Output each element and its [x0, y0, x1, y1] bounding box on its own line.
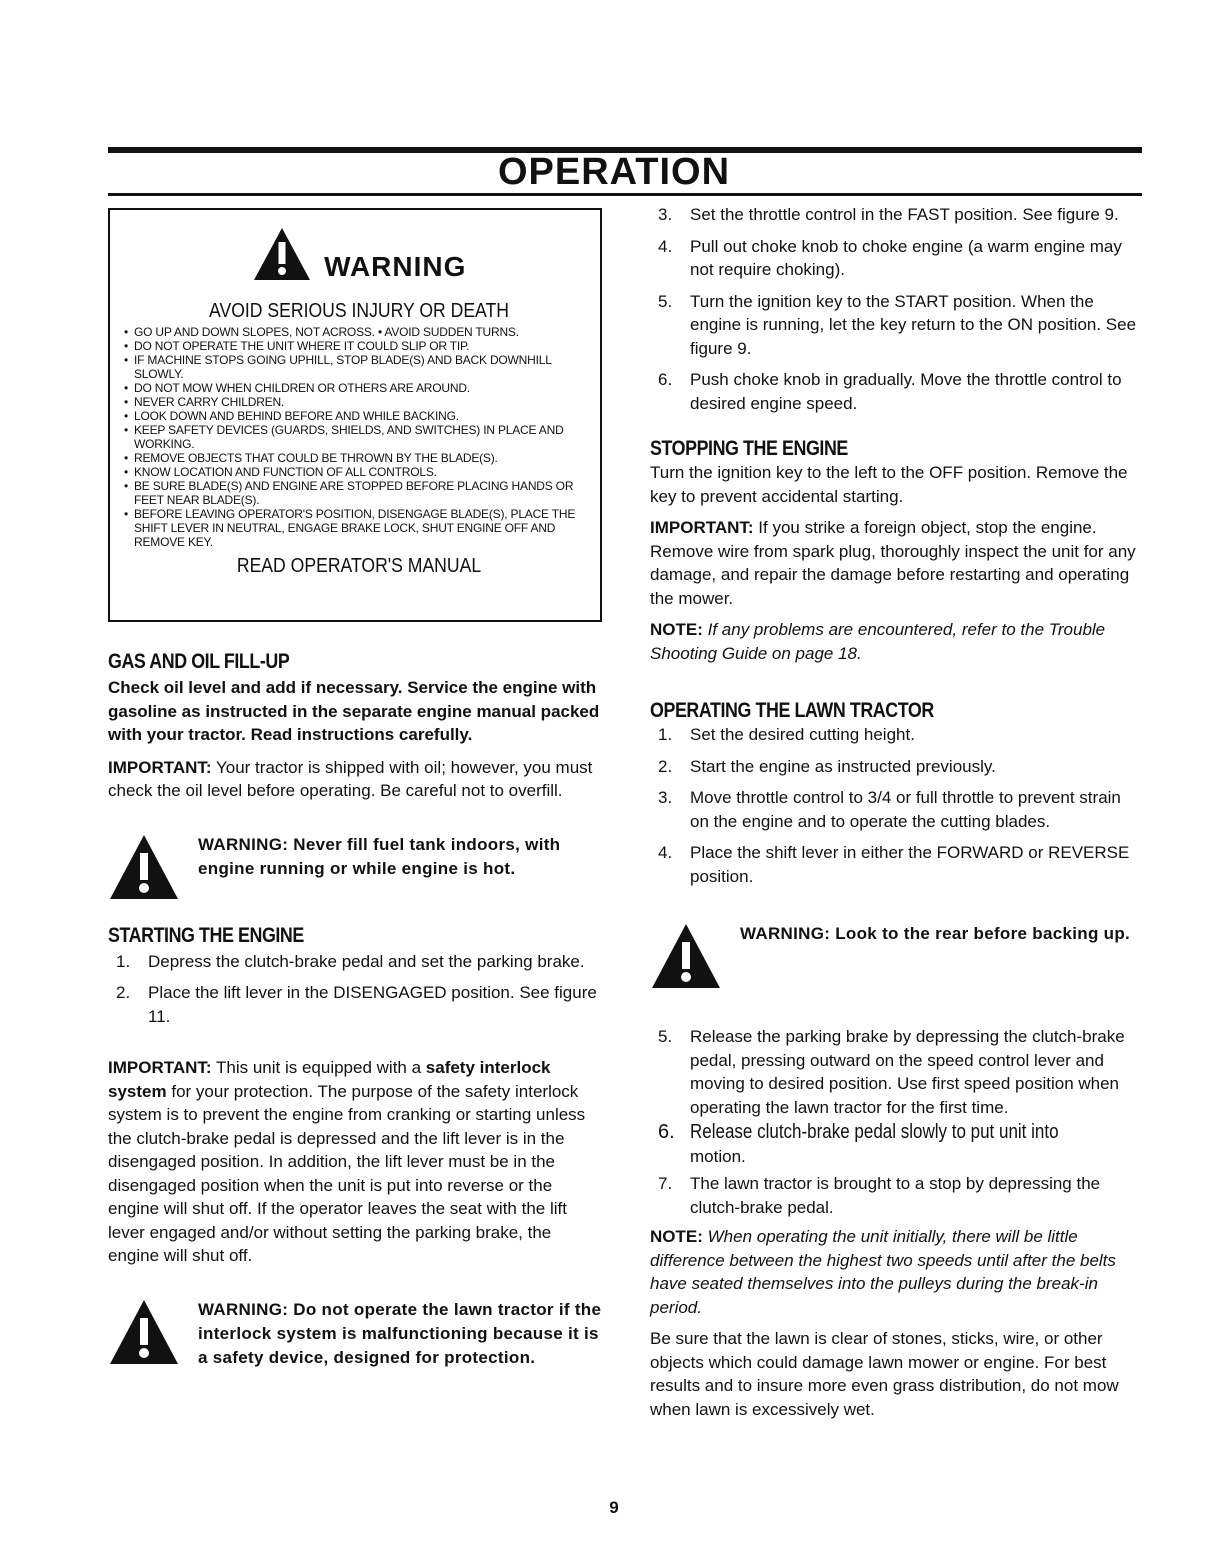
- important-label: IMPORTANT:: [108, 757, 212, 777]
- warning-triangle-icon: [650, 922, 722, 990]
- right-column: [650, 203, 1144, 1421]
- page-title: OPERATION: [497, 151, 731, 193]
- interlock-important: IMPORTANT: This unit is equipped with a safety interlock system for your protection. The purpose of the safety interlock system is to prevent the engine from cranking or starting unless the clutch-brake pedal is depressed and the lift lever is in the disengaged position. In addition, the lift lever must be in the disengaged position when the unit is put into reverse or the engine will shut off. If the operator leaves the seat with the lift lever engaged and/or without setting the parking brake, the engine will shut off.: [108, 1058, 586, 1265]
- operating-note: NOTE: When operating the unit initially, there will be little difference between the highest two speeds until after the belts have seated themselves into the pulleys during the break-in period.: [650, 1227, 1116, 1317]
- list-item: 2. Start the engine as instructed previously.: [658, 756, 996, 776]
- warning-box-list: [124, 325, 594, 549]
- list-item: 3. Set the throttle control in the FAST position. See figure 9.: [658, 205, 1119, 224]
- gas-oil-intro: Check oil level and add if necessary. Service the engine with gasoline as instructed in the separate engine manual packed with your tractor. Read instructions carefully.: [108, 678, 600, 744]
- page-number: 9: [609, 1498, 619, 1517]
- warning-box-header: [124, 226, 594, 290]
- gas-oil-important-text: Your tractor is shipped with oil; however, you must check the oil level before operating. Be careful not to overfill.: [108, 757, 593, 800]
- interlock-warning: [108, 1298, 602, 1371]
- list-item: 1. Set the desired cutting height.: [658, 725, 915, 744]
- list-item: 2. Place the lift lever in the DISENGAGED position. See figure 11.: [116, 983, 597, 1026]
- fuel-warning: [108, 833, 602, 906]
- list-item: 5. Turn the ignition key to the START position. When the engine is running, let the key return to the ON position. See figure 9.: [658, 291, 1137, 358]
- operating-steps-continued: [650, 1025, 1144, 1219]
- list-item: 1. Depress the clutch-brake pedal and set the parking brake.: [116, 951, 585, 971]
- backing-warning-text: WARNING: Look to the rear before backing up.: [740, 924, 1131, 943]
- section-heading-starting: STARTING THE ENGINE: [108, 923, 304, 947]
- starting-steps-continued: [650, 203, 1144, 415]
- warning-item: • BE SURE BLADE(S) AND ENGINE ARE STOPPED BEFORE PLACING HANDS OR FEET NEAR BLADE(S).: [124, 479, 594, 507]
- warning-triangle-icon: [108, 1298, 180, 1366]
- warning-box-subheading: AVOID SERIOUS INJURY OR DEATH: [209, 300, 509, 322]
- list-item: 7. The lawn tractor is brought to a stop by depressing the clutch-brake pedal.: [658, 1174, 1101, 1217]
- warning-triangle-icon: [108, 833, 180, 901]
- section-heading-gas-oil: GAS AND OIL FILL-UP: [108, 650, 290, 673]
- warning-item: • DO NOT MOW WHEN CHILDREN OR OTHERS ARE AROUND.: [124, 381, 594, 395]
- safety-warning-box: [108, 208, 602, 622]
- warning-item: • KEEP SAFETY DEVICES (GUARDS, SHIELDS, AND SWITCHES) IN PLACE AND WORKING.: [124, 423, 594, 451]
- warning-item: • REMOVE OBJECTS THAT COULD BE THROWN BY THE BLADE(S).: [124, 451, 594, 465]
- list-item: 6. Push choke knob in gradually. Move the throttle control to desired engine speed.: [658, 370, 1122, 413]
- section-heading-stopping: STOPPING THE ENGINE: [650, 437, 848, 460]
- stopping-text: Turn the ignition key to the left to the OFF position. Remove the key to prevent accidental starting.: [650, 463, 1128, 506]
- list-item: 4. Pull out choke knob to choke engine (a warm engine may not require choking).: [658, 236, 1122, 279]
- warning-box-footer: READ OPERATOR'S MANUAL: [236, 555, 482, 577]
- warning-item: • NEVER CARRY CHILDREN.: [124, 395, 594, 409]
- list-item: 4. Place the shift lever in either the FORWARD or REVERSE position.: [658, 843, 1130, 886]
- list-item: 3. Move throttle control to 3/4 or full throttle to prevent strain on the engine and to operate the cutting blades.: [658, 788, 1121, 831]
- operating-closing: Be sure that the lawn is clear of stones, sticks, wire, or other objects which could damage lawn mower or engine. For best results and to insure more even grass distribution, do not mow when lawn is excessively wet.: [650, 1329, 1119, 1419]
- stopping-note: NOTE: If any problems are encountered, refer to the Trouble Shooting Guide on page 18.: [650, 620, 1106, 663]
- backing-warning: [650, 922, 1144, 995]
- interlock-warning-text: WARNING: Do not operate the lawn tractor if the interlock system is malfunctioning because it is a safety device, designed for protection.: [198, 1299, 602, 1367]
- section-heading-operating: OPERATING THE LAWN TRACTOR: [650, 699, 934, 722]
- starting-steps-list: [108, 950, 602, 1029]
- warning-item: • GO UP AND DOWN SLOPES, NOT ACROSS. • AVOID SUDDEN TURNS.: [124, 325, 594, 339]
- warning-item: • IF MACHINE STOPS GOING UPHILL, STOP BLADE(S) AND BACK DOWNHILL SLOWLY.: [124, 353, 594, 381]
- list-item: 5. Release the parking brake by depressing the clutch-brake pedal, pressing outward on the speed control lever and moving to desired position. Use first speed position when operating the lawn tractor for the first time.: [658, 1027, 1125, 1117]
- warning-box-heading: WARNING: [324, 251, 467, 282]
- list-item: 6. Release clutch-brake pedal slowly to put unit into motion.: [658, 1121, 1059, 1166]
- left-column: [108, 208, 602, 1371]
- warning-item: • DO NOT OPERATE THE UNIT WHERE IT COULD SLIP OR TIP.: [124, 339, 594, 353]
- fuel-warning-text: WARNING: Never fill fuel tank indoors, with engine running or while engine is hot.: [198, 834, 561, 878]
- stopping-important: IMPORTANT: If you strike a foreign object, stop the engine. Remove wire from spark plug, thoroughly inspect the unit for any damage, and repair the damage before restarting and operating the mower.: [650, 518, 1136, 608]
- warning-triangle-icon: [252, 226, 312, 282]
- warning-item: • BEFORE LEAVING OPERATOR'S POSITION, DISENGAGE BLADE(S), PLACE THE SHIFT LEVER IN NEUTRAL, ENGAGE BRAKE LOCK, SHUT ENGINE OFF AND REMOVE KEY.: [124, 507, 594, 549]
- warning-item: • KNOW LOCATION AND FUNCTION OF ALL CONTROLS.: [124, 465, 594, 479]
- operating-steps-list: [650, 723, 1144, 888]
- warning-item: • LOOK DOWN AND BEHIND BEFORE AND WHILE BACKING.: [124, 409, 594, 423]
- title-underline: [108, 193, 1142, 196]
- gas-oil-important: [108, 756, 602, 803]
